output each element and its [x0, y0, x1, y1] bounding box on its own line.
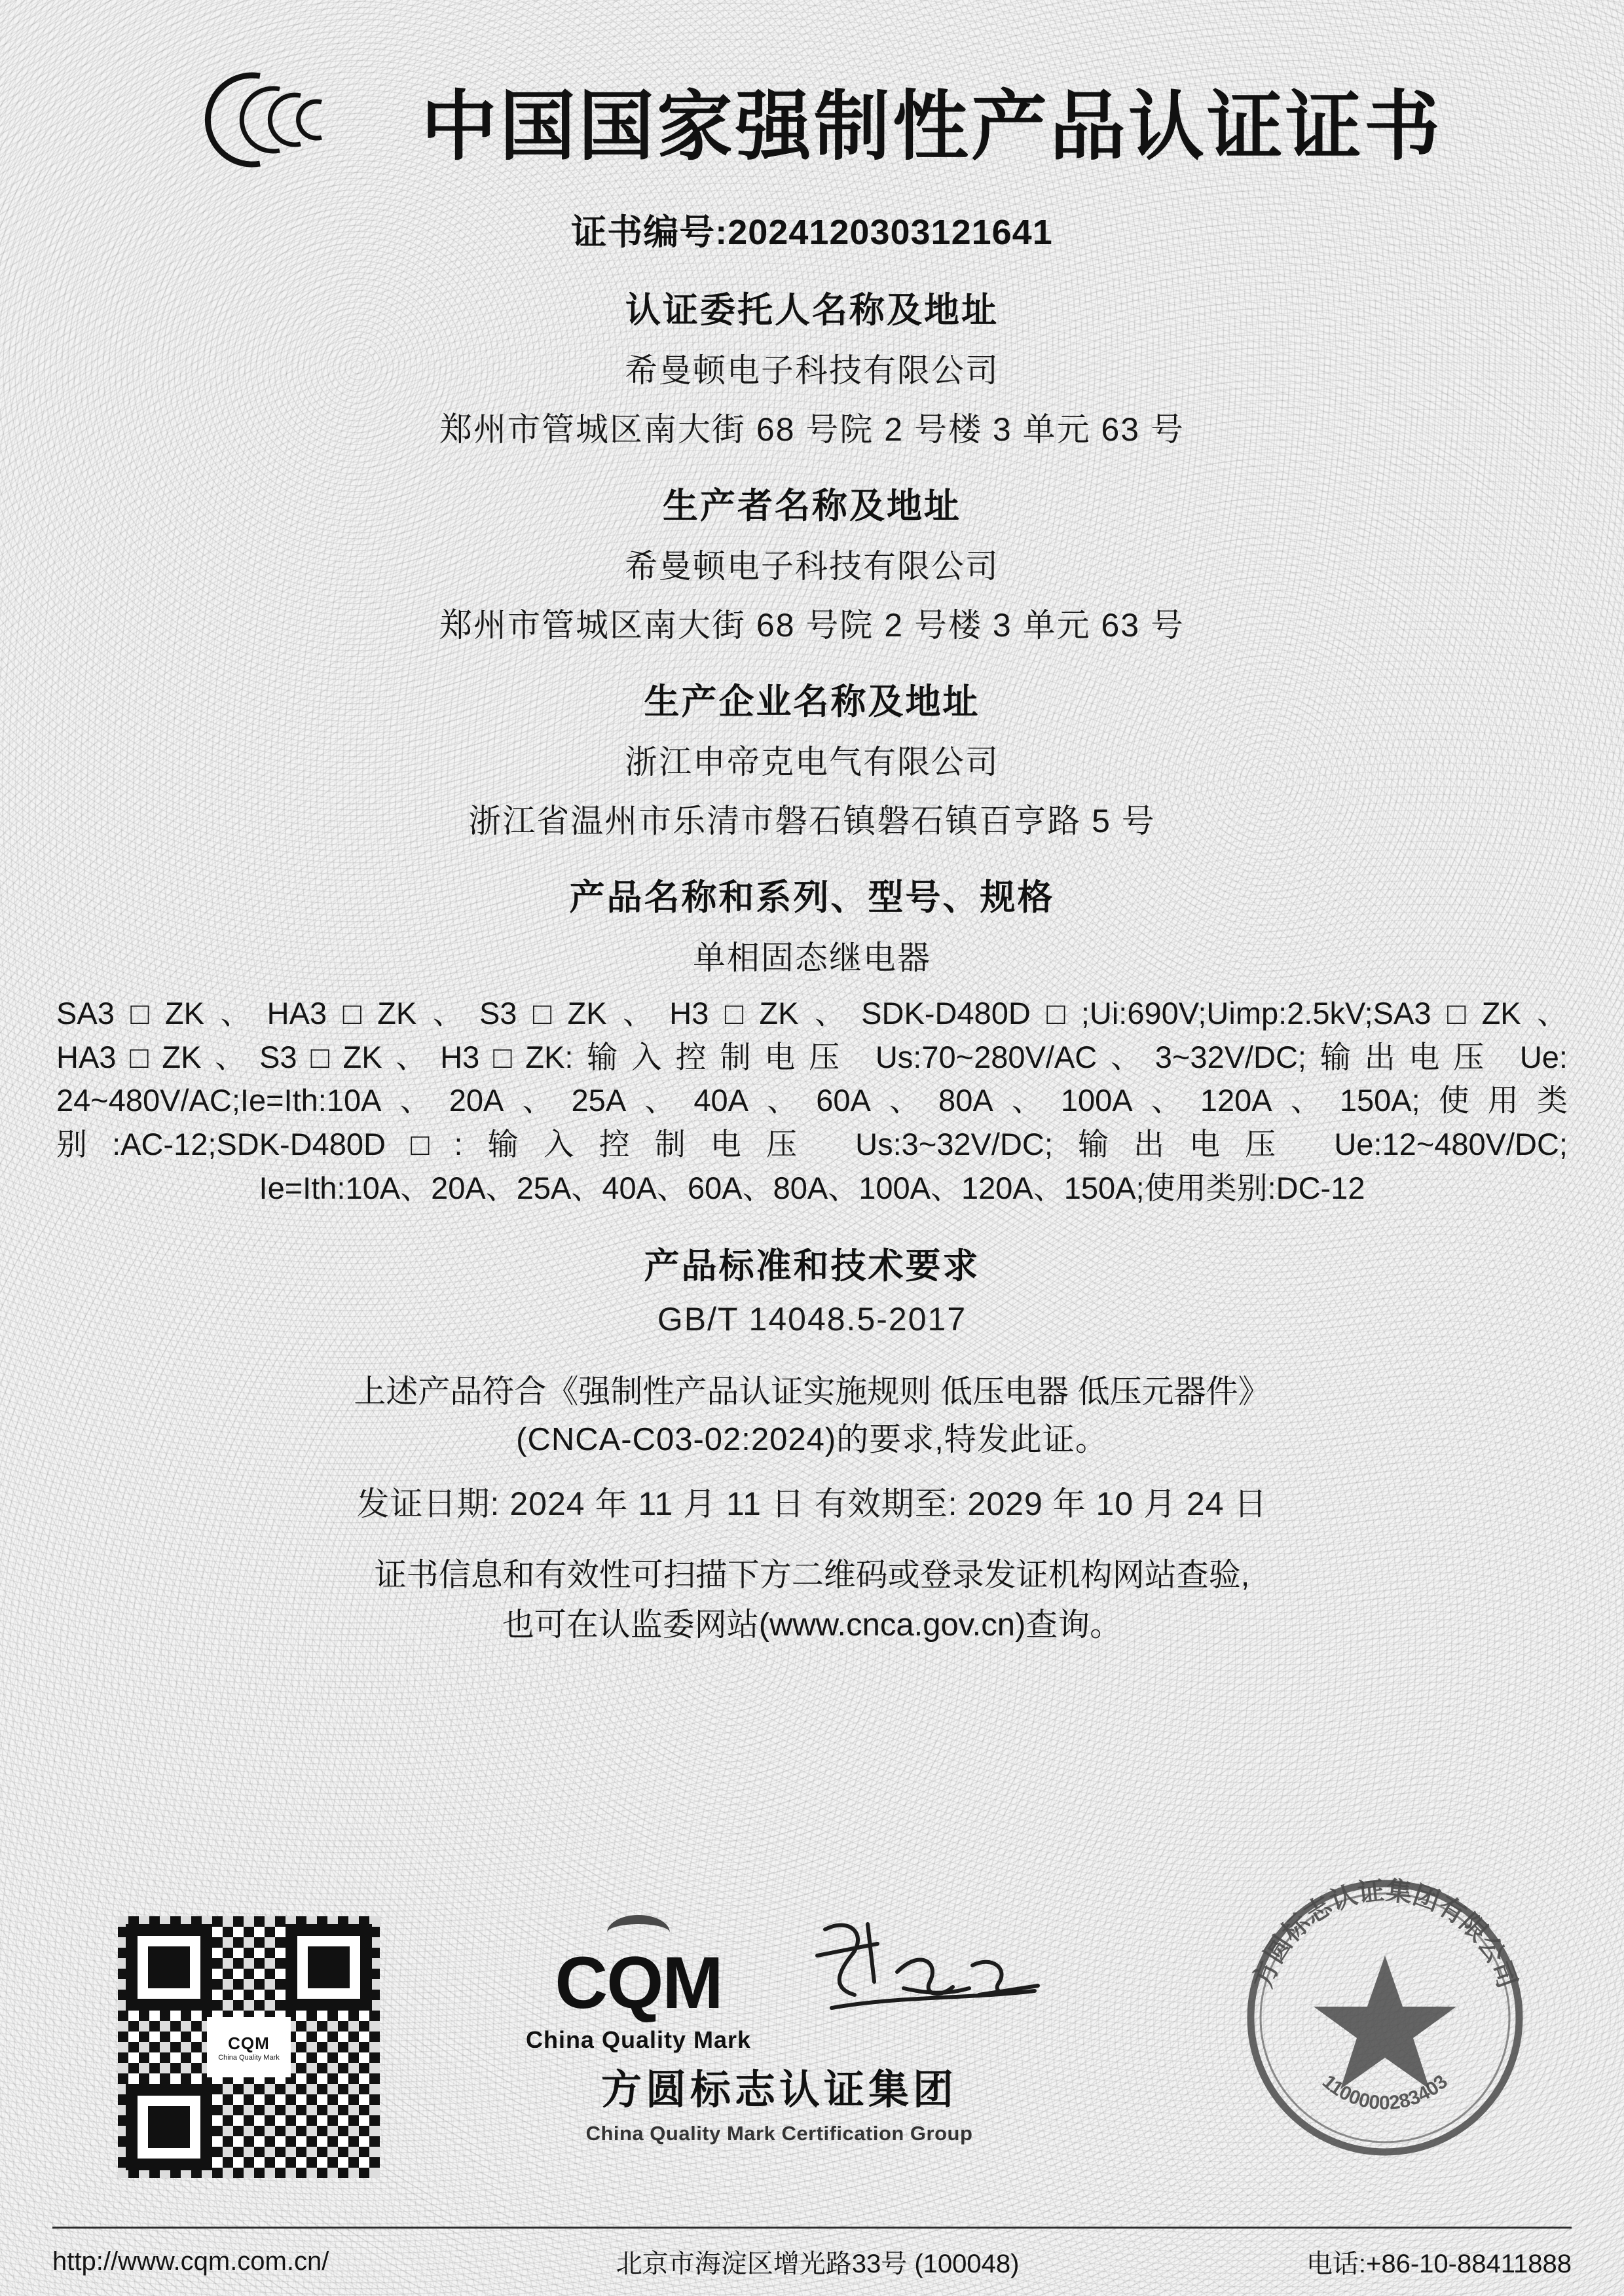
producer-title: 生产者名称及地址: [663, 486, 961, 526]
certificate-header: [52, 58, 1572, 182]
section-manufacturer: [52, 674, 1572, 842]
organization-name-en: China Quality Mark Certification Group: [585, 2122, 973, 2145]
section-applicant: [52, 282, 1572, 450]
page-title: 中国国家强制性产品认证证书: [421, 83, 1443, 169]
applicant-address: 郑州市管城区南大街 68 号院 2 号楼 3 单元 63 号: [439, 411, 1185, 448]
certificate-number: 证书编号:2024120303121641: [571, 213, 1053, 252]
cqm-wordmark: CQM: [555, 1942, 722, 2024]
statement-line-2: (CNCA-C03-02:2024)的要求,特发此证。: [516, 1422, 1108, 1458]
ccc-logo-icon: [181, 58, 391, 182]
qr-center-subword: China Quality Mark: [218, 2053, 280, 2062]
cqm-logo: [498, 1915, 779, 2054]
manufacturer-address: 浙江省温州市乐清市磐石镇磐石镇百亨路 5 号: [468, 803, 1156, 839]
issuing-organization: [458, 2057, 1100, 2145]
applicant-title: 认证委托人名称及地址: [625, 291, 999, 330]
cqm-subtitle: China Quality Mark: [525, 2026, 752, 2053]
qr-center-logo: [207, 2017, 291, 2077]
product-name: 单相固态继电器: [693, 939, 931, 976]
spec-line-1: SA3□ZK、HA3□ZK、S3□ZK、H3□ZK、SDK-D480D□;Ui:690V;Uimp:2.5kV;SA3□ZK、: [56, 996, 1568, 1030]
verify-line-2: 也可在认监委网站(www.cnca.gov.cn)查询。: [502, 1607, 1122, 1643]
svg-text:方圆标志认证集团有限公司: 方圆标志认证集团有限公司: [1248, 1876, 1522, 1992]
authorized-signature: [805, 1910, 1080, 2021]
svg-text:1100000283403: 1100000283403: [1318, 2071, 1452, 2115]
conformity-statement: [52, 1368, 1572, 1465]
statement-line-1: 上述产品符合《强制性产品认证实施规则 低压电器 低压元器件》: [354, 1374, 1270, 1410]
standard-title: 产品标准和技术要求: [644, 1246, 980, 1286]
standard-value: GB/T 14048.5-2017: [657, 1300, 967, 1338]
applicant-name: 希曼顿电子科技有限公司: [625, 352, 999, 389]
spec-line-2: HA3□ZK、S3□ZK、H3□ZK:输入控制电压 Us:70~280V/AC、3~32V/DC;输出电压 Ue:: [56, 1039, 1568, 1074]
bottom-area: [0, 1851, 1624, 2217]
qr-code[interactable]: [118, 1916, 380, 2178]
qr-finder-top-left: [126, 1924, 212, 2011]
manufacturer-name: 浙江申帝克电气有限公司: [625, 744, 999, 780]
section-product: [52, 869, 1572, 1211]
cqm-arc-icon: [607, 1915, 670, 1944]
footer: [52, 2227, 1572, 2280]
product-specifications: [52, 992, 1572, 1211]
qr-center-word: CQM: [228, 2033, 270, 2053]
spec-line-5: Ie=Ith:10A、20A、25A、40A、60A、80A、100A、120A、150A;使用类别:DC-12: [259, 1170, 1365, 1205]
issue-and-expiry-dates: 发证日期: 2024 年 11 月 11 日 有效期至: 2029 年 10 月 24 日: [356, 1485, 1268, 1522]
producer-name: 希曼顿电子科技有限公司: [625, 548, 999, 585]
manufacturer-title: 生产企业名称及地址: [644, 682, 980, 721]
spec-line-3: 24~480V/AC;Ie=Ith:10A、20A、25A、40A、60A、80A、100A、120A、150A;使用类: [56, 1083, 1568, 1118]
organization-name-cn: 方圆标志认证集团: [600, 2068, 957, 2113]
qr-finder-bottom-left: [126, 2084, 212, 2170]
section-standard: [52, 1238, 1572, 1338]
verify-line-1: 证书信息和有效性可扫描下方二维码或登录发证机构网站查验,: [374, 1557, 1250, 1593]
footer-website[interactable]: http://www.cqm.com.cn/: [52, 2247, 329, 2276]
producer-address: 郑州市管城区南大街 68 号院 2 号楼 3 单元 63 号: [439, 607, 1185, 644]
spec-line-4: 别:AC-12;SDK-D480D□:输入控制电压 Us:3~32V/DC;输出电压 Ue:12~480V/DC;: [56, 1127, 1568, 1162]
verification-note: [52, 1551, 1572, 1650]
official-seal: [1231, 1864, 1539, 2172]
product-title: 产品名称和系列、型号、规格: [569, 878, 1055, 917]
footer-phone: 电话:+86-10-88411888: [1306, 2250, 1572, 2278]
footer-address: 北京市海淀区增光路33号 (100048): [616, 2250, 1020, 2278]
qr-finder-top-right: [286, 1924, 372, 2011]
section-producer: [52, 478, 1572, 646]
